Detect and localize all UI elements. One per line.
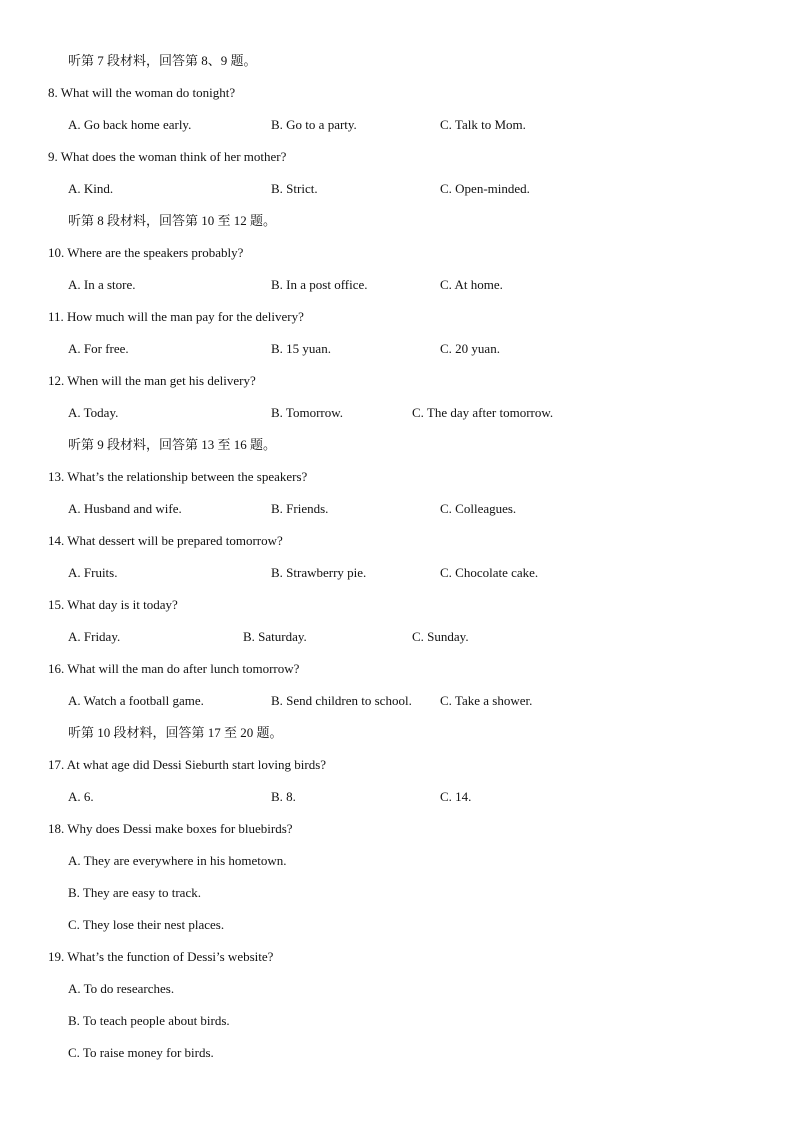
answer-option: B. In a post office. xyxy=(271,277,368,292)
answer-option: A. Friday. xyxy=(68,629,121,644)
answer-option: C. Open-minded. xyxy=(440,181,530,196)
answer-option: B. Friends. xyxy=(271,501,329,516)
answer-option: B. 8. xyxy=(271,789,296,804)
answer-option: A. 6. xyxy=(68,789,94,804)
answer-option: C. 14. xyxy=(440,789,472,804)
answer-option: C. Take a shower. xyxy=(440,693,533,708)
answer-option: A. Husband and wife. xyxy=(68,501,182,516)
answer-option: B. Strawberry pie. xyxy=(271,565,367,580)
answer-option: C. Colleagues. xyxy=(440,501,517,516)
answer-option: A. Fruits. xyxy=(68,565,118,580)
question-text: 14. What dessert will be prepared tomorrow? xyxy=(48,533,283,548)
question-text: 10. Where are the speakers probably? xyxy=(48,245,244,260)
question-text: 16. What will the man do after lunch tomorrow? xyxy=(48,661,300,676)
answer-option: C. Talk to Mom. xyxy=(440,117,526,132)
question-text: 18. Why does Dessi make boxes for bluebirds? xyxy=(48,821,293,836)
question-text: 12. When will the man get his delivery? xyxy=(48,373,256,388)
answer-option: B. They are easy to track. xyxy=(68,885,201,900)
answer-option: C. They lose their nest places. xyxy=(68,917,225,932)
answer-option: A. To do researches. xyxy=(68,981,175,996)
question-text: 13. What’s the relationship between the speakers? xyxy=(48,469,308,484)
question-text: 17. At what age did Dessi Sieburth start loving birds? xyxy=(48,757,327,772)
answer-option: C. To raise money for birds. xyxy=(68,1045,214,1060)
answer-option: A. Watch a football game. xyxy=(68,693,204,708)
answer-option: B. Go to a party. xyxy=(271,117,357,132)
answer-option: A. Kind. xyxy=(68,181,114,196)
answer-option: A. Go back home early. xyxy=(68,117,192,132)
answer-option: C. At home. xyxy=(440,277,503,292)
section-heading: 听第 7 段材料，回答第 8、9 题。 xyxy=(68,53,257,68)
answer-option: C. Chocolate cake. xyxy=(440,565,539,580)
answer-option: B. Saturday. xyxy=(243,629,307,644)
answer-option: A. Today. xyxy=(68,405,119,420)
answer-option: B. Tomorrow. xyxy=(271,405,344,420)
section-heading: 听第 9 段材料，回答第 13 至 16 题。 xyxy=(68,437,277,452)
answer-option: B. Strict. xyxy=(271,181,318,196)
answer-option: B. 15 yuan. xyxy=(271,341,331,356)
answer-option: C. 20 yuan. xyxy=(440,341,500,356)
question-text: 15. What day is it today? xyxy=(48,597,178,612)
answer-option: A. In a store. xyxy=(68,277,136,292)
section-heading: 听第 8 段材料，回答第 10 至 12 题。 xyxy=(68,213,277,228)
answer-option: A. For free. xyxy=(68,341,129,356)
question-text: 19. What’s the function of Dessi’s website? xyxy=(48,949,274,964)
question-text: 9. What does the woman think of her mother? xyxy=(48,149,287,164)
answer-option: C. Sunday. xyxy=(412,629,469,644)
section-heading: 听第 10 段材料，回答第 17 至 20 题。 xyxy=(68,725,283,740)
answer-option: B. Send children to school. xyxy=(271,693,412,708)
question-text: 11. How much will the man pay for the delivery? xyxy=(48,309,304,324)
question-text: 8. What will the woman do tonight? xyxy=(48,85,236,100)
answer-option: B. To teach people about birds. xyxy=(68,1013,230,1028)
answer-option: C. The day after tomorrow. xyxy=(412,405,554,420)
answer-option: A. They are everywhere in his hometown. xyxy=(68,853,287,868)
